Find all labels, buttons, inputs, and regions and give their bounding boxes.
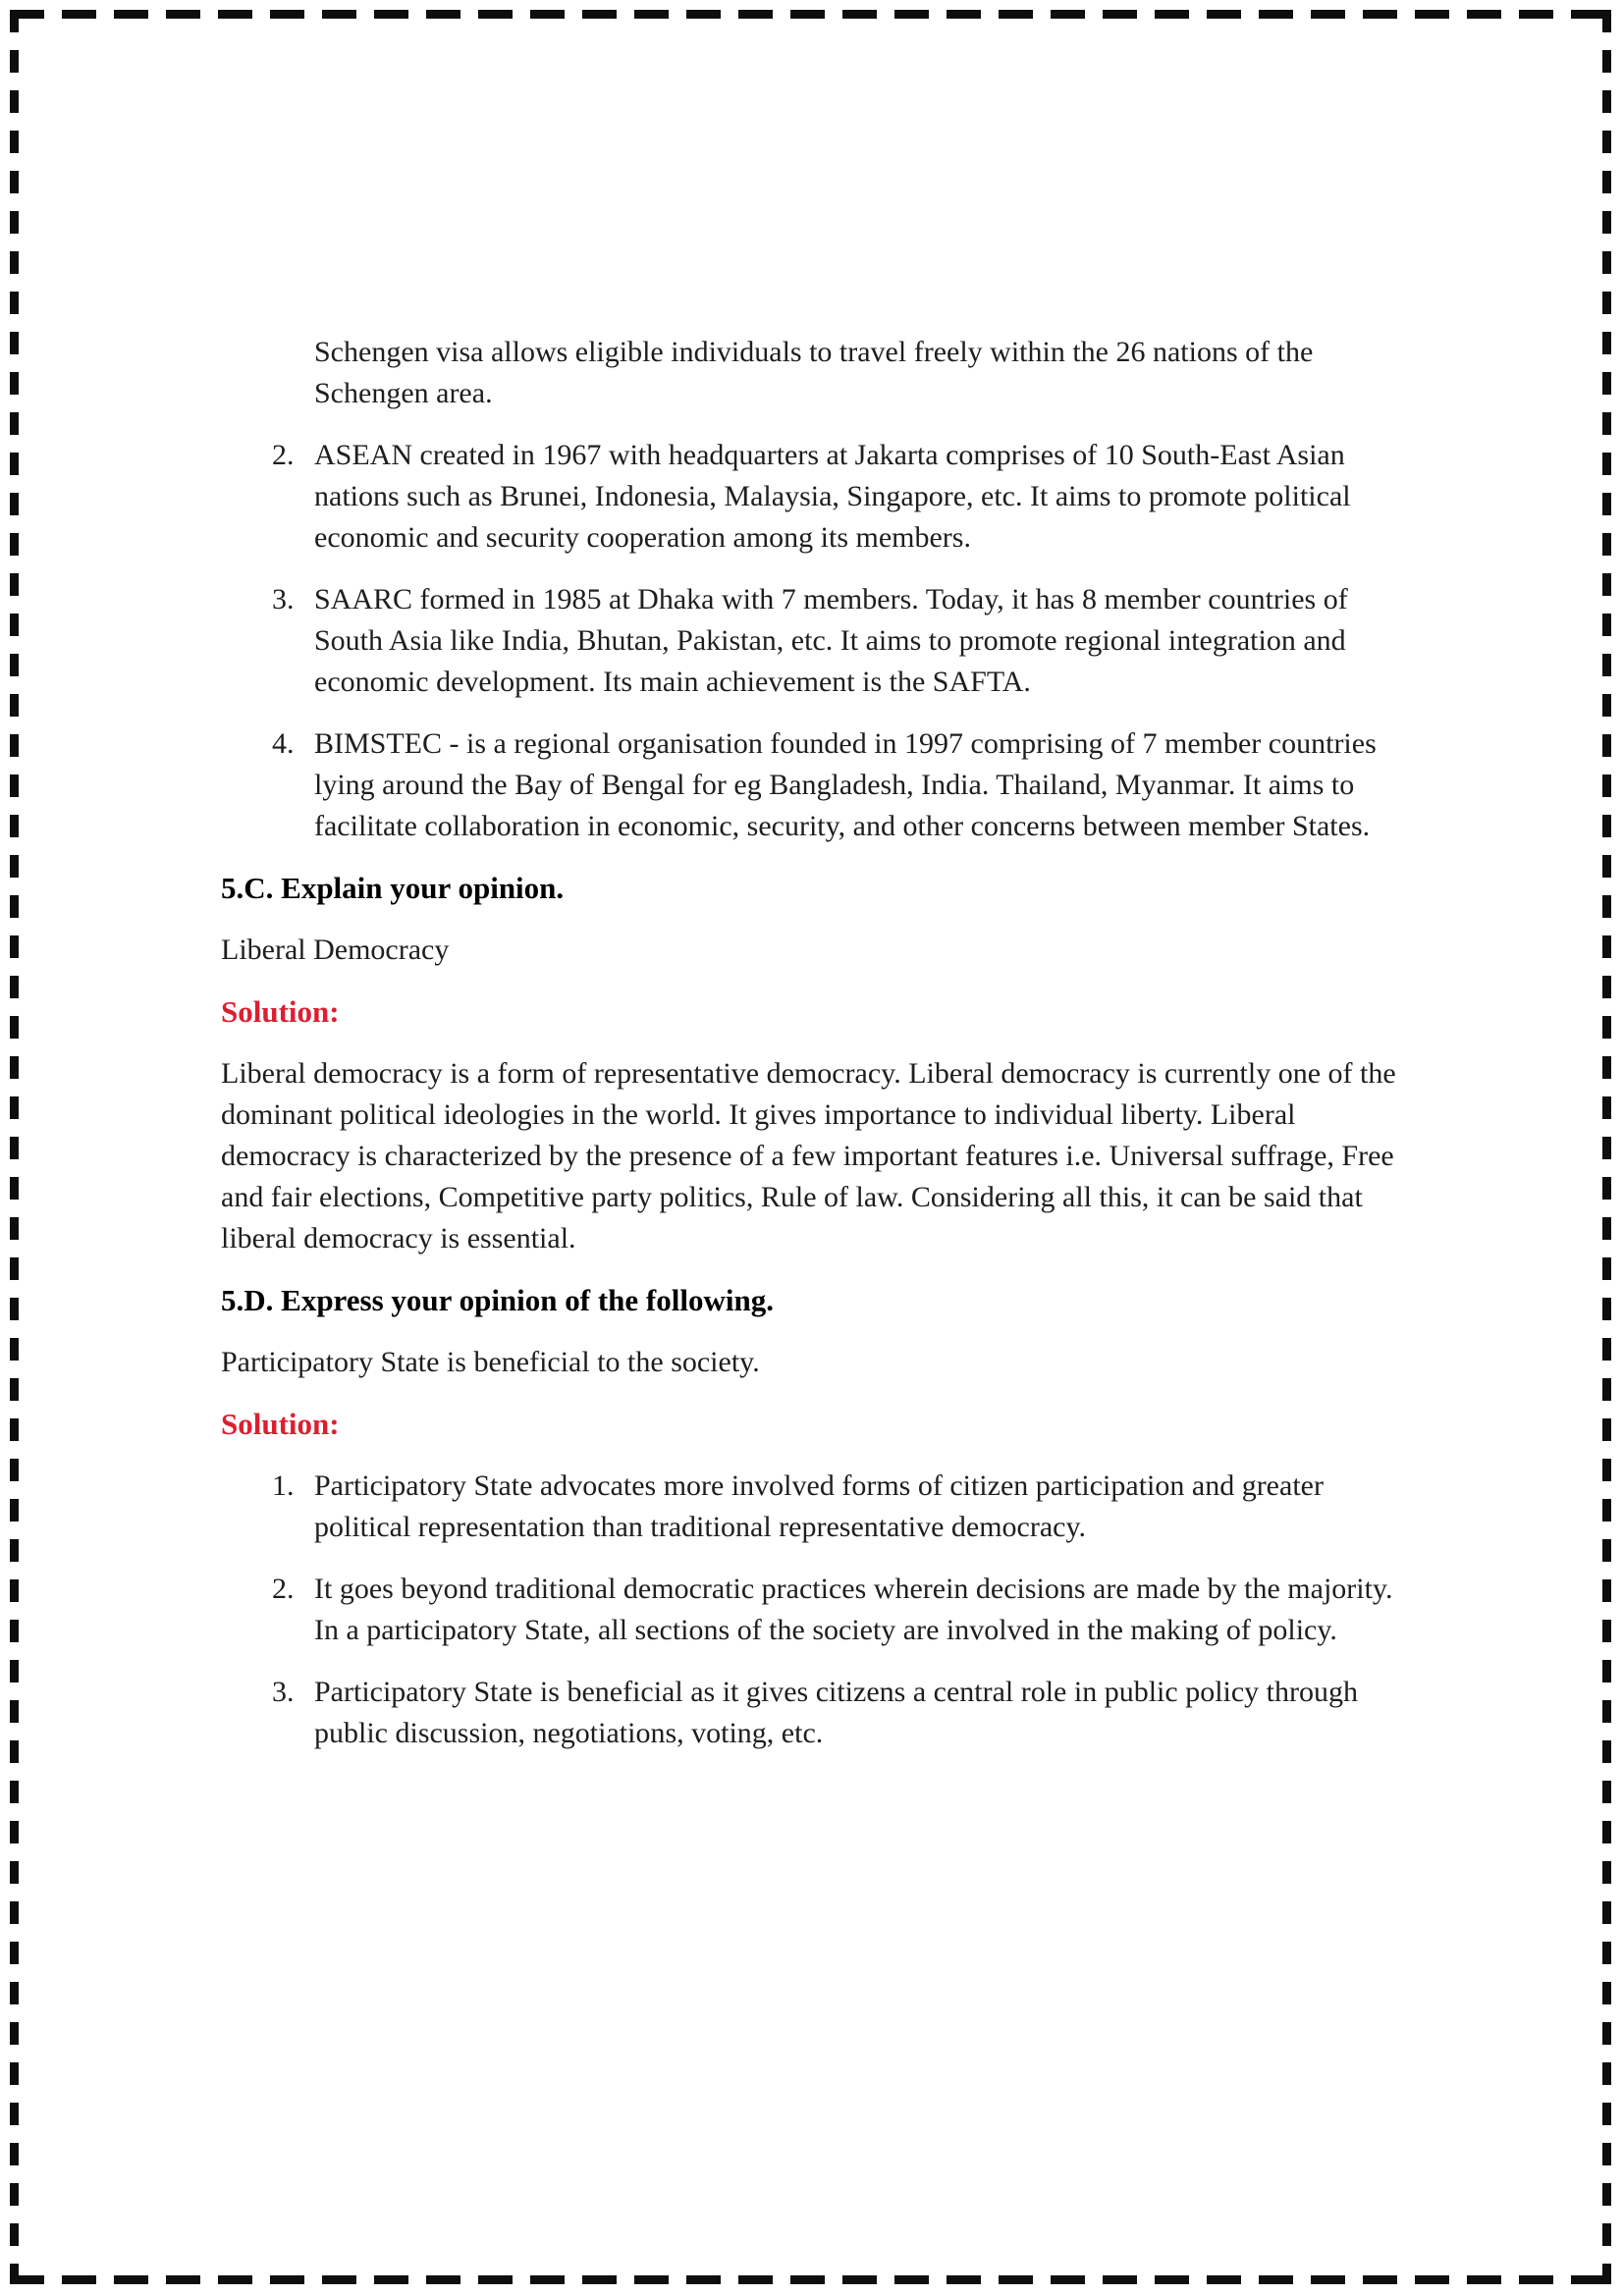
paragraph-schengen-continuation: Schengen visa allows eligible individuals to travel freely within the 26 nations of the Schengen area. [314,336,1314,409]
list-item-number: 3. [272,583,295,615]
list-item-text: It goes beyond traditional democratic practices wherein decisions are made by the majority. In a participatory State, all sections of the society are involved in the making of policy. [314,1573,1393,1646]
section-heading-5c: 5.C. Explain your opinion. [221,871,565,905]
solution-label-5c: Solution: [221,994,340,1029]
list-item-number: 1. [272,1469,295,1502]
section-heading-5d: 5.D. Express your opinion of the following. [221,1283,774,1317]
list-item-text: Participatory State advocates more involved forms of citizen participation and greater political representation than traditional representative democracy. [314,1469,1324,1543]
page-border-bottom [10,2275,1613,2284]
question-5c: Liberal Democracy [221,934,450,966]
list-item-text: SAARC formed in 1985 at Dhaka with 7 members. Today, it has 8 member countries of South Asia like India, Bhutan, Pakistan, etc. It aims to promote regional integration and economic development. Its main achievement is the SAFTA. [314,583,1348,698]
solution-label-5d: Solution: [221,1407,340,1441]
list-item-text: BIMSTEC - is a regional organisation founded in 1997 comprising of 7 member countries lying around the Bay of Bengal for eg Bangladesh, India. Thailand, Myanmar. It aims to facilitate collaboration in economic, security, and other concerns between member States. [314,727,1377,842]
page-border-left [10,10,19,2284]
list-item-number: 2. [272,1573,295,1605]
page-content [221,332,1417,1775]
participatory-state-list [272,1466,1417,1754]
answer-paragraph-5c: Liberal democracy is a form of representative democracy. Liberal democracy is currently one of the dominant political ideologies in the world. It gives importance to individual liberty. Liberal democracy is characterized by the presence of a few important features i.e. Universal suffrage, Free and fair elections, Competitive party politics, Rule of law. Considering all this, it can be said that liberal democracy is essential. [221,1057,1396,1255]
list-item [272,1569,1417,1651]
page-border-top [10,10,1613,19]
list-item-number: 3. [272,1676,295,1708]
question-5d: Participatory State is beneficial to the society. [221,1346,760,1378]
list-item-text: ASEAN created in 1967 with headquarters at Jakarta comprises of 10 South-East Asian nations such as Brunei, Indonesia, Malaysia, Singapore, etc. It aims to promote political economic and security cooperation among its members. [314,439,1351,554]
organisations-list [272,435,1417,847]
list-item [272,1466,1417,1548]
list-item [272,579,1417,703]
list-item-text: Participatory State is beneficial as it gives citizens a central role in public policy through public discussion, negotiations, voting, etc. [314,1676,1359,1749]
list-item [272,723,1417,847]
list-item [272,1672,1417,1754]
list-item [272,435,1417,559]
page-border-right [1602,10,1611,2284]
list-item-number: 2. [272,439,295,471]
list-item-number: 4. [272,727,295,760]
